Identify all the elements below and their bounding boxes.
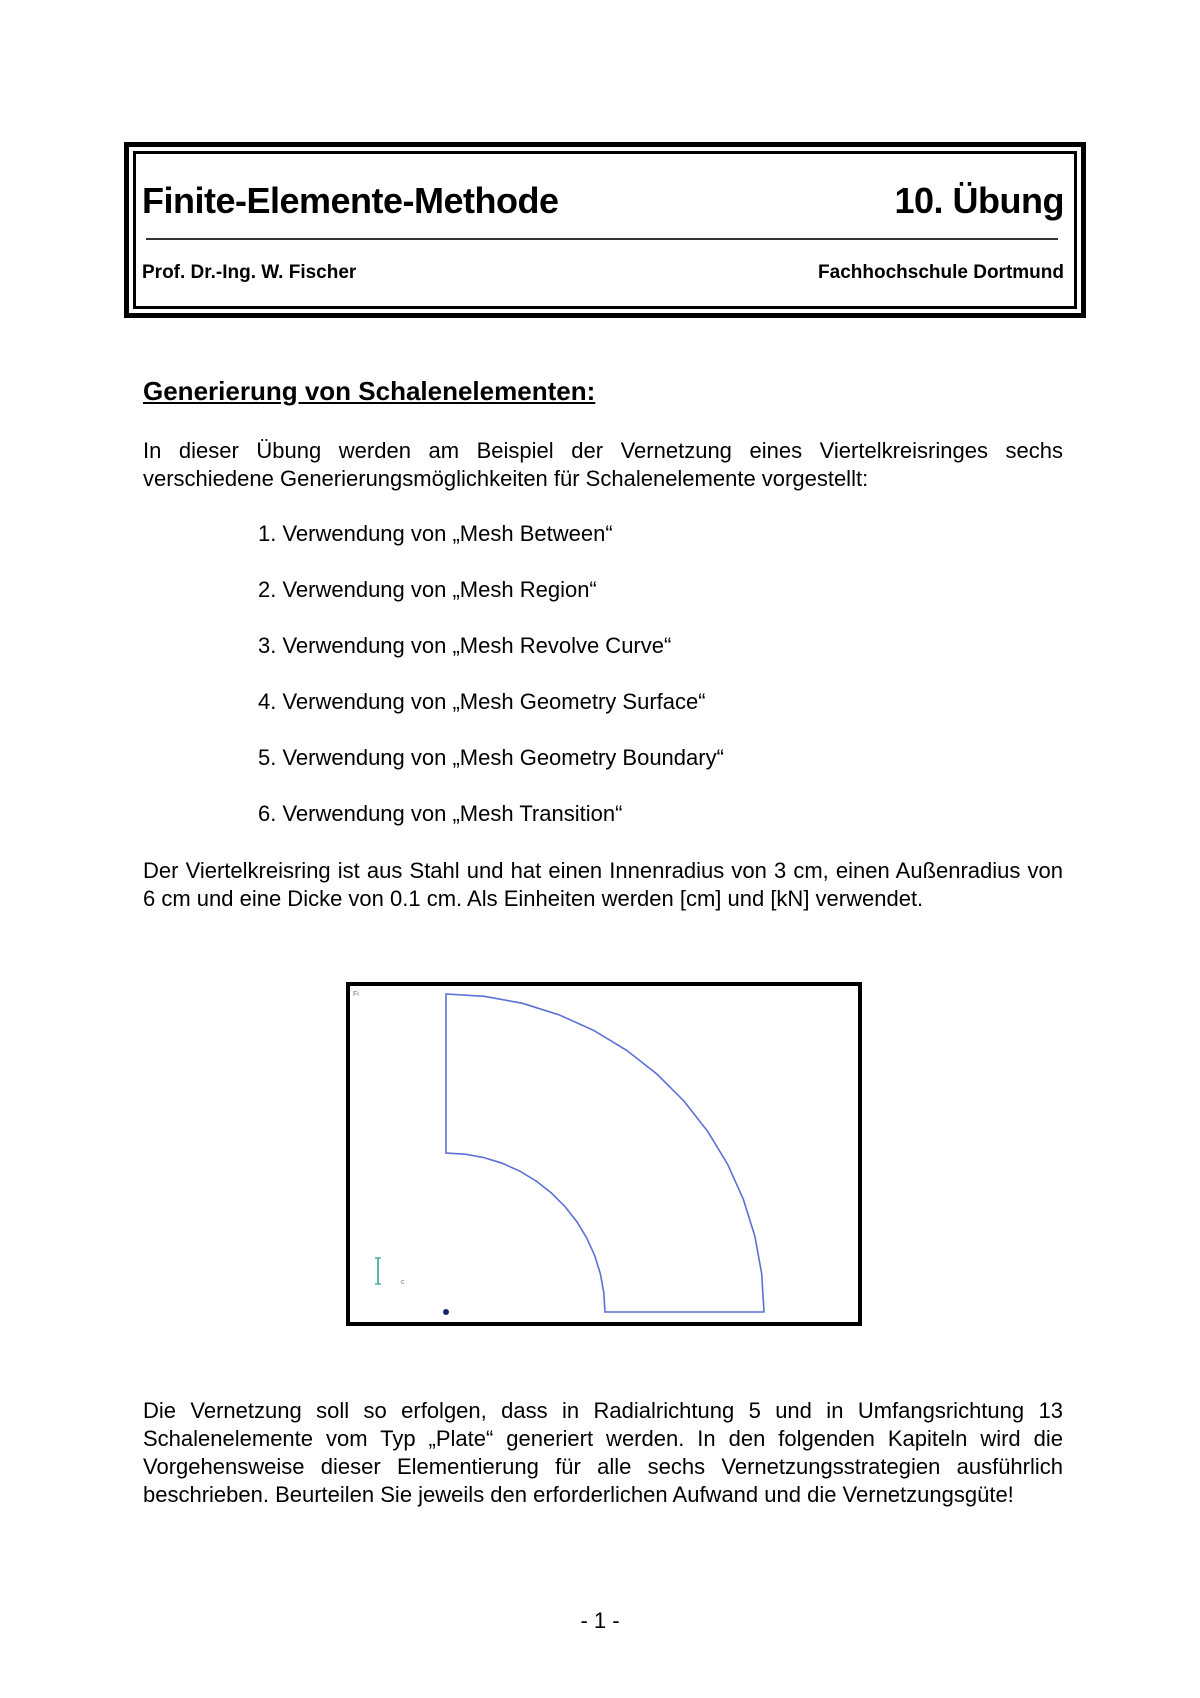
header-inner-frame (133, 151, 1077, 309)
meshing-paragraph: Die Vernetzung soll so erfolgen, dass in Radialrichtung 5 und in Umfangsrichtung 13 Schalenelemente vom Typ „Plate“ generiert werden. In den folgenden Kapiteln wird die Vorgehensweise dieser Elementierung für alle sechs Vernetzungsstrategien ausführlich beschrieben. Beurteilen Sie jeweils den erforderlichen Aufwand und die Vernetzungsgüte! (143, 1398, 1063, 1507)
method-item-2: 2. Verwendung von „Mesh Region“ (258, 577, 597, 602)
author: Prof. Dr.-Ing. W. Fischer (142, 262, 357, 283)
header-divider (146, 238, 1058, 240)
origin-node (443, 1309, 449, 1315)
quarter-ring-drawing (350, 986, 858, 1322)
method-item-5: 5. Verwendung von „Mesh Geometry Boundary“ (258, 745, 724, 770)
page-number: - 1 - (580, 1608, 620, 1633)
material-paragraph: Der Viertelkreisring ist aus Stahl und hat einen Innenradius von 3 cm, einen Außenradius von 6 cm und eine Dicke von 0.1 cm. Als Einheiten werden [cm] und [kN] verwendet. (143, 858, 1063, 911)
method-item-4: 4. Verwendung von „Mesh Geometry Surface“ (258, 689, 706, 714)
svg-text:Fi: Fi (353, 991, 359, 998)
method-item-3: 3. Verwendung von „Mesh Revolve Curve“ (258, 633, 672, 658)
exercise-number: 10. Übung (894, 180, 1064, 221)
method-item-6: 6. Verwendung von „Mesh Transition“ (258, 801, 623, 826)
intro-paragraph: In dieser Übung werden am Beispiel der Vernetzung eines Viertelkreisringes sechs verschiedene Generierungsmöglichkeiten für Schalenelemente vorgestellt: (143, 438, 1063, 491)
svg-text:c: c (401, 1279, 405, 1286)
quarter-ring-figure (346, 982, 862, 1326)
section-title: Generierung von Schalenelementen: (143, 376, 596, 406)
quarter-ring-outline (446, 994, 764, 1312)
header-box (124, 142, 1086, 318)
institution: Fachhochschule Dortmund (818, 262, 1064, 283)
document-title: Finite-Elemente-Methode (142, 180, 559, 221)
method-item-1: 1. Verwendung von „Mesh Between“ (258, 521, 613, 546)
